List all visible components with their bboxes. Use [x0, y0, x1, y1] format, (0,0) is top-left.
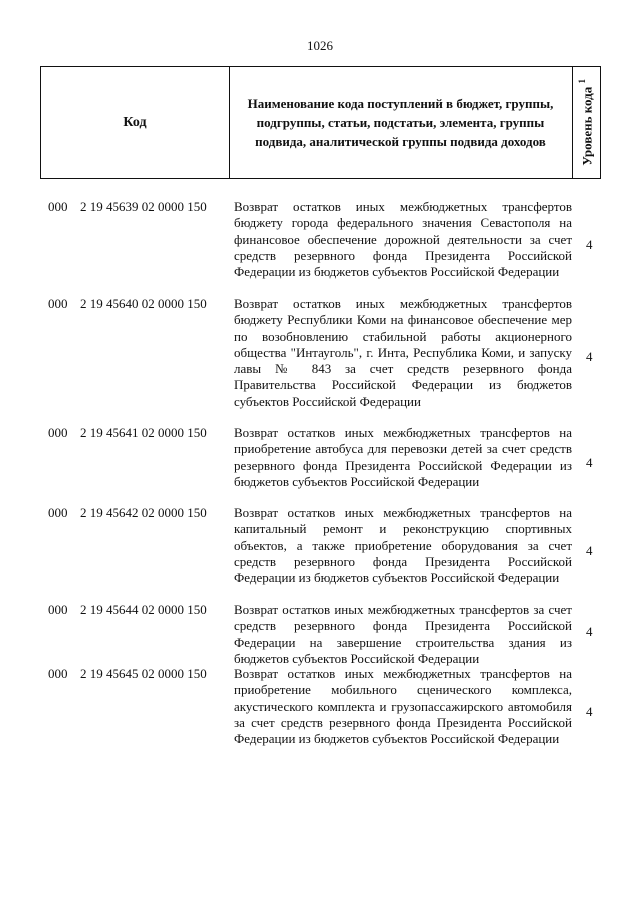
- row-admin-code: 000: [48, 505, 68, 520]
- row-level: 4: [586, 455, 593, 470]
- row-level: 4: [586, 624, 593, 639]
- row-level: 4: [586, 704, 593, 719]
- row-code: 2 19 45640 02 0000 150: [80, 296, 207, 311]
- page-number: 1026: [307, 38, 333, 53]
- row-description: Возврат остатков иных межбюджетных трансфертов за счет средств резервного фонда Президента Российской Федерации на завершение строительства здания из бюджетов субъектов Российской Федерации: [234, 602, 572, 666]
- row-level: 4: [586, 349, 593, 364]
- row-code: 2 19 45639 02 0000 150: [80, 199, 207, 214]
- row-admin-code: 000: [48, 199, 68, 214]
- header-level-footnote: 1: [577, 79, 588, 84]
- row-description: Возврат остатков иных межбюджетных трансфертов на приобретение автобуса для перевозки детей за счет средств резервного фонда Президента Российской Федерации из бюджетов субъектов Российской Федерации: [234, 425, 572, 489]
- row-description: Возврат остатков иных межбюджетных трансфертов бюджету города федерального значения Севастополя на финансовое обеспечение дорожной деятельности за счет средств резервного фонда Президента Российской Федерации из бюджетов субъектов Российской Федерации: [234, 199, 572, 280]
- row-admin-code: 000: [48, 296, 68, 311]
- header-code-cell: [41, 67, 230, 178]
- row-admin-code: 000: [48, 666, 68, 681]
- table-header: [40, 66, 601, 179]
- header-level-label: [577, 79, 595, 166]
- row-admin-code: 000: [48, 425, 68, 440]
- row-code: 2 19 45642 02 0000 150: [80, 505, 207, 520]
- row-level: 4: [586, 237, 593, 252]
- header-code-label: Код: [123, 114, 147, 130]
- header-level-text: Уровень кода: [579, 86, 595, 166]
- header-level-cell: [573, 67, 600, 178]
- row-level: 4: [586, 543, 593, 558]
- row-description: Возврат остатков иных межбюджетных трансфертов на приобретение мобильного сценического комплекса, акустического комплекта и грузопассажирского автомобиля за счет средств резервного фонда Президента Российской Федерации из бюджетов субъектов Российской Федерации: [234, 666, 572, 747]
- row-admin-code: 000: [48, 602, 68, 617]
- row-code: 2 19 45641 02 0000 150: [80, 425, 207, 440]
- row-description: Возврат остатков иных межбюджетных трансфертов бюджету Республики Коми на финансовое обеспечение мер по возобновлению стабильной работы акционерного общества "Интауголь", г. Инта, Республика Коми, и запуску лавы № 843 за счет средств резервного фонда Правительства Российской Федерации из бюджетов субъектов Российской Федерации: [234, 296, 572, 409]
- row-description: Возврат остатков иных межбюджетных трансфертов на капитальный ремонт и реконструкцию спортивных объектов, а также приобретение оборудования за счет средств резервного фонда Президента Российской Федерации из бюджетов субъектов Российской Федерации: [234, 505, 572, 586]
- header-name-cell: [229, 67, 573, 178]
- row-code: 2 19 45644 02 0000 150: [80, 602, 207, 617]
- header-name-label: Наименование кода поступлений в бюджет, группы, подгруппы, статьи, подстатьи, элемента, группы подвида, аналитической группы подвида доходов: [247, 96, 554, 149]
- row-code: 2 19 45645 02 0000 150: [80, 666, 207, 681]
